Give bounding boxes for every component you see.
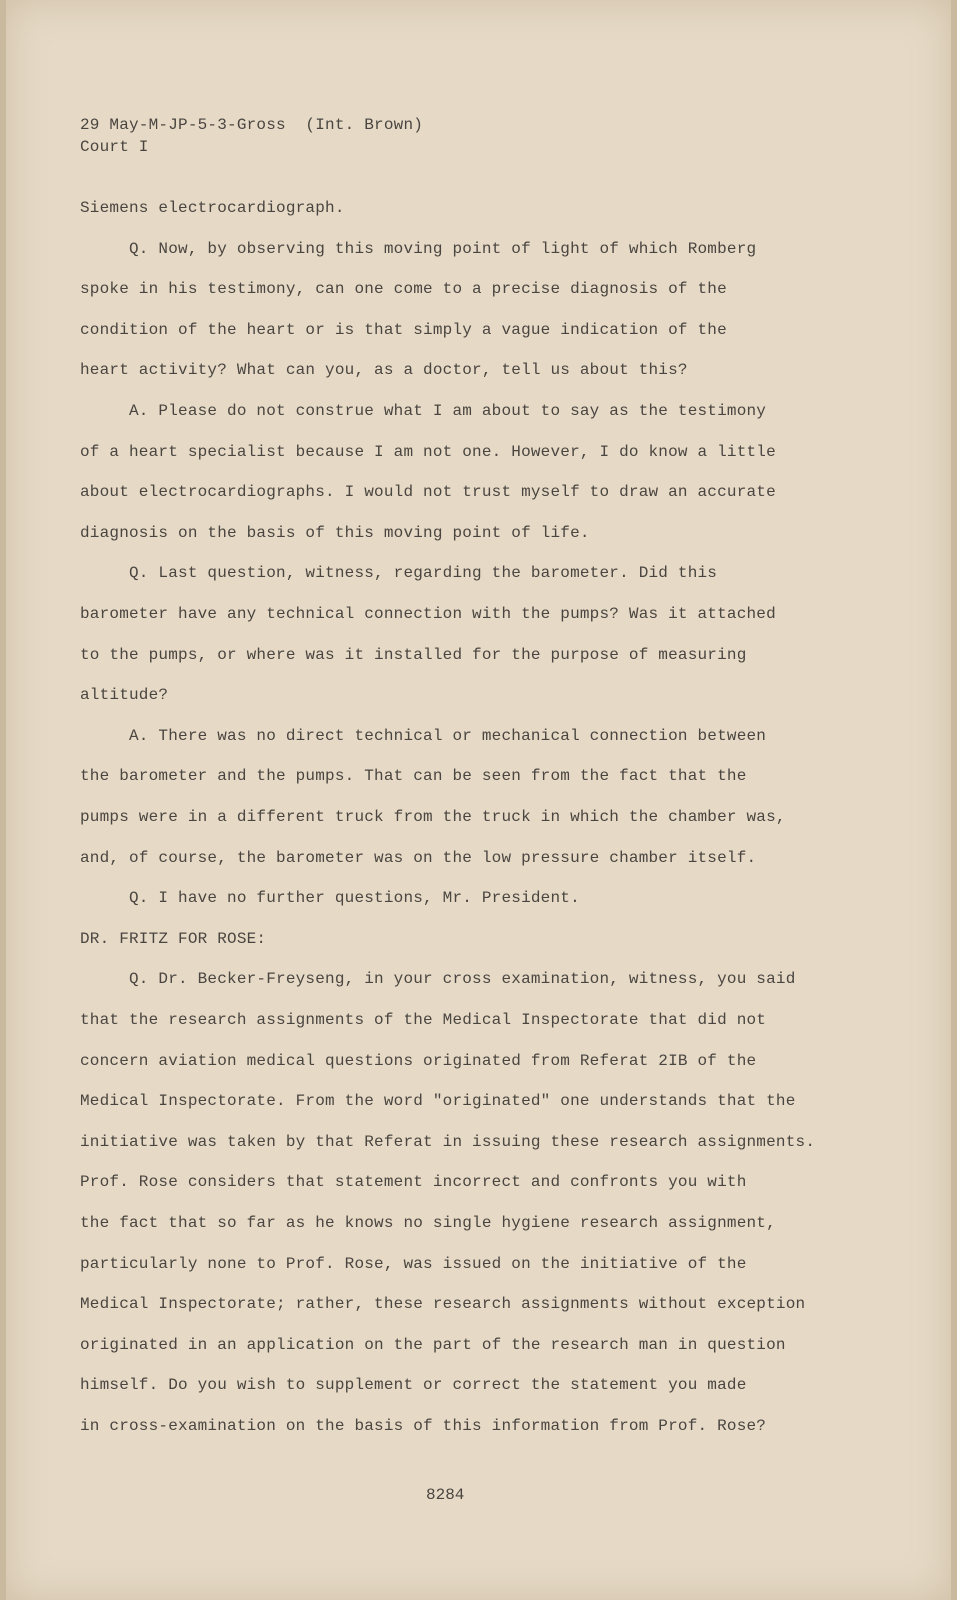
text-line: Q. I have no further questions, Mr. President. bbox=[80, 889, 580, 908]
text-line: originated in an application on the part of the research man in question bbox=[80, 1335, 786, 1354]
text-line: that the research assignments of the Medical Inspectorate that did not bbox=[80, 1011, 767, 1029]
text-line: about electrocardiographs. I would not trust myself to draw an accurate bbox=[80, 483, 776, 502]
text-line: Q. Last question, witness, regarding the barometer. Did this bbox=[80, 564, 718, 583]
header-line-1: 29 May-M-JP-5-3-Gross (Int. Brown) bbox=[80, 116, 424, 134]
text-line: spoke in his testimony, can one come to a precise diagnosis of the bbox=[80, 280, 727, 299]
text-line: to the pumps, or where was it installed for the purpose of measuring bbox=[80, 645, 747, 664]
page-number: 8284 bbox=[426, 1486, 465, 1504]
text-line: A. There was no direct technical or mechanical connection between bbox=[80, 726, 767, 745]
text-line: in cross-examination on the basis of this information from Prof. Rose? bbox=[80, 1417, 767, 1435]
text-line: altitude? bbox=[80, 686, 169, 705]
text-line: the barometer and the pumps. That can be seen from the fact that the bbox=[80, 767, 747, 786]
text-line: particularly none to Prof. Rose, was issued on the initiative of the bbox=[80, 1254, 747, 1273]
text-line: Medical Inspectorate. From the word "originated" one understands that the bbox=[80, 1092, 796, 1111]
text-line: pumps were in a different truck from the truck in which the chamber was, bbox=[80, 808, 786, 826]
document-page bbox=[6, 0, 951, 1600]
text-line: barometer have any technical connection with the pumps? Was it attached bbox=[80, 605, 776, 623]
document-text bbox=[80, 114, 880, 1435]
text-line: Medical Inspectorate; rather, these research assignments without exception bbox=[80, 1295, 806, 1314]
text-line: condition of the heart or is that simply a vague indication of the bbox=[80, 320, 727, 339]
text-line: Q. Now, by observing this moving point of light of which Romberg bbox=[80, 239, 757, 258]
text-line: A. Please do not construe what I am about to say as the testimony bbox=[80, 402, 767, 420]
text-line: Siemens electrocardiograph. bbox=[80, 199, 345, 217]
text-line: heart activity? What can you, as a doctor, tell us about this? bbox=[80, 361, 688, 380]
text-line: of a heart specialist because I am not one. However, I do know a little bbox=[80, 442, 776, 461]
text-line: Q. Dr. Becker-Freyseng, in your cross examination, witness, you said bbox=[80, 970, 796, 989]
header-line-2: Court I bbox=[80, 138, 149, 156]
text-line: Prof. Rose considers that statement incorrect and confronts you with bbox=[80, 1173, 747, 1192]
text-line: the fact that so far as he knows no single hygiene research assignment, bbox=[80, 1214, 776, 1232]
text-line: and, of course, the barometer was on the low pressure chamber itself. bbox=[80, 848, 757, 867]
text-line: initiative was taken by that Referat in issuing these research assignments. bbox=[80, 1132, 816, 1151]
text-line: diagnosis on the basis of this moving point of life. bbox=[80, 523, 590, 542]
text-line: concern aviation medical questions originated from Referat 2IB of the bbox=[80, 1051, 757, 1070]
text-line: DR. FRITZ FOR ROSE: bbox=[80, 929, 267, 948]
text-line: himself. Do you wish to supplement or correct the statement you made bbox=[80, 1376, 747, 1395]
